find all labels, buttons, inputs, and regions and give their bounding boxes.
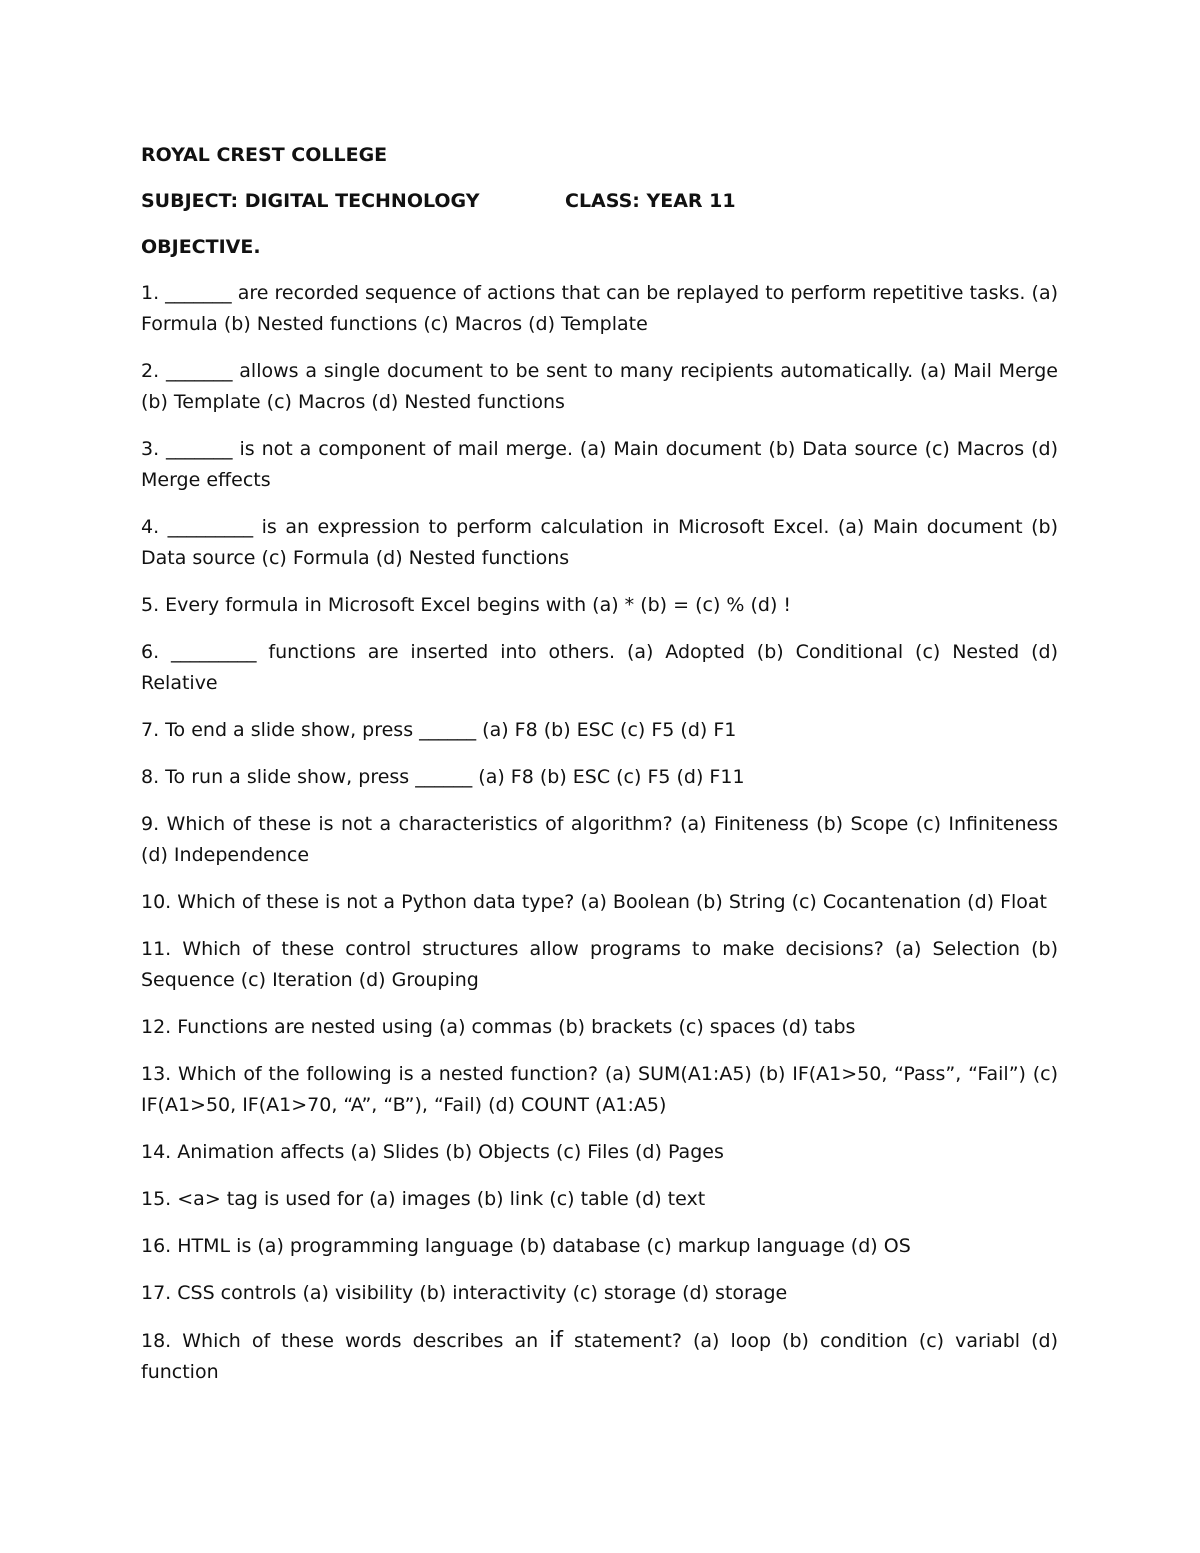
- question-5: 5. Every formula in Microsoft Excel begins with (a) * (b) = (c) % (d) !: [141, 594, 792, 616]
- question-13: 13. Which of the following is a nested function? (a) SUM(A1:A5) (b) IF(A1>50, “Pass”, “Fail”) (c) IF(A1>50, IF(A1>70, “A”, “B”), “Fail) (d) COUNT (A1:A5): [141, 1063, 1058, 1116]
- question-9: 9. Which of these is not a characteristics of algorithm? (a) Finiteness (b) Scope (c) Infiniteness (d) Independence: [141, 813, 1058, 866]
- question-16: 16. HTML is (a) programming language (b) database (c) markup language (d) OS: [141, 1235, 911, 1257]
- question-10: 10. Which of these is not a Python data type? (a) Boolean (b) String (c) Cocantenation (d) Float: [141, 891, 1048, 913]
- exam-page: [141, 140, 1058, 1404]
- question-4: 4. _________ is an expression to perform calculation in Microsoft Excel. (a) Main document (b) Data source (c) Formula (d) Nested functions: [141, 516, 1058, 569]
- question-8: 8. To run a slide show, press ______ (a) F8 (b) ESC (c) F5 (d) F11: [141, 766, 745, 788]
- question-1: 1. _______ are recorded sequence of actions that can be replayed to perform repetitive tasks. (a) Formula (b) Nested functions (c) Macros (d) Template: [141, 282, 1058, 335]
- subject-class-row: [141, 186, 1058, 216]
- question-12: 12. Functions are nested using (a) commas (b) brackets (c) spaces (d) tabs: [141, 1016, 856, 1038]
- school-name: ROYAL CREST COLLEGE: [141, 144, 388, 166]
- question-11: 11. Which of these control structures allow programs to make decisions? (a) Selection (b) Sequence (c) Iteration (d) Grouping: [141, 938, 1058, 991]
- question-6: 6. _________ functions are inserted into others. (a) Adopted (b) Conditional (c) Nested (d) Relative: [141, 641, 1058, 694]
- class-label: CLASS: YEAR 11: [565, 190, 736, 212]
- question-18: [141, 1325, 1058, 1388]
- question-7: 7. To end a slide show, press ______ (a) F8 (b) ESC (c) F5 (d) F1: [141, 719, 737, 741]
- question-18-text-start: 18. Which of these words describes an: [141, 1330, 550, 1352]
- question-18-text-end: statement? (a) loop (b) condition (c) variabl (d) function: [141, 1330, 1058, 1383]
- subject-label: SUBJECT: DIGITAL TECHNOLOGY: [141, 190, 480, 212]
- question-17: 17. CSS controls (a) visibility (b) interactivity (c) storage (d) storage: [141, 1282, 788, 1304]
- question-3: 3. _______ is not a component of mail merge. (a) Main document (b) Data source (c) Macros (d) Merge effects: [141, 438, 1058, 491]
- question-2: 2. _______ allows a single document to be sent to many recipients automatically. (a) Mail Merge (b) Template (c) Macros (d) Nested functions: [141, 360, 1058, 413]
- section-title: OBJECTIVE.: [141, 236, 261, 258]
- question-15: 15. <a> tag is used for (a) images (b) link (c) table (d) text: [141, 1188, 706, 1210]
- question-14: 14. Animation affects (a) Slides (b) Objects (c) Files (d) Pages: [141, 1141, 724, 1163]
- question-18-keyword: if: [549, 1328, 564, 1353]
